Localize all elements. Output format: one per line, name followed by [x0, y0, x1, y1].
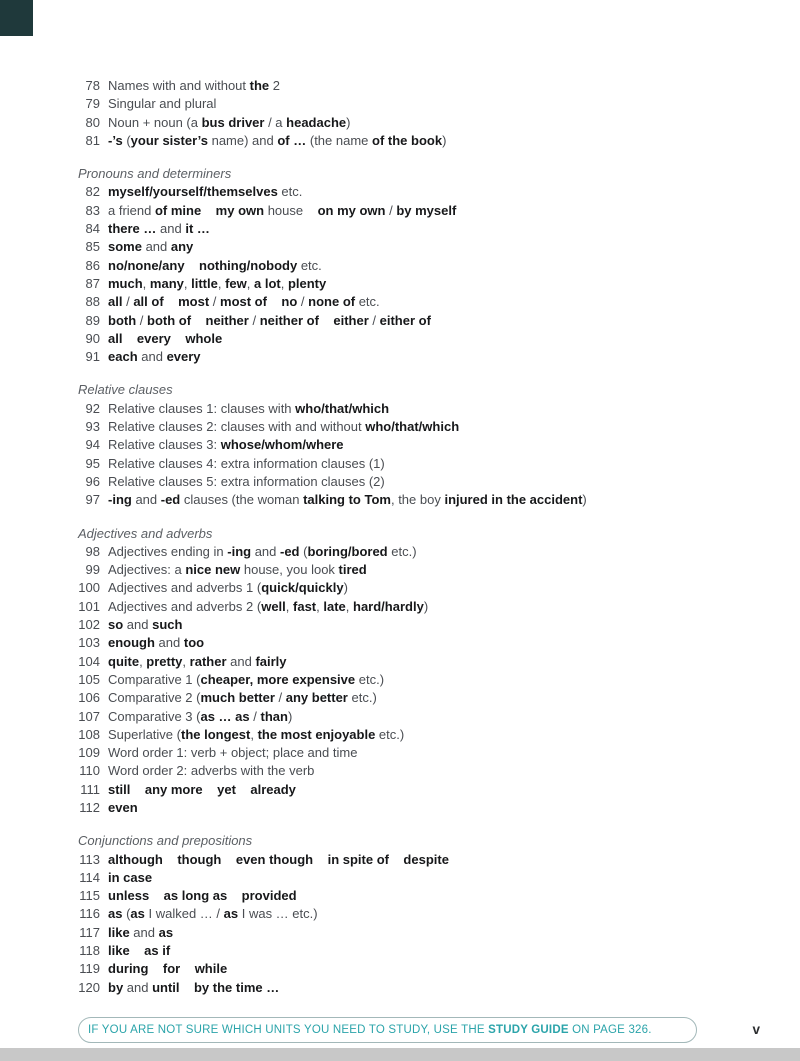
unit-title: Word order 1: verb + object; place and time [108, 745, 358, 761]
unit-title: Adjectives ending in -ing and -ed (boring/bored etc.) [108, 543, 417, 559]
unit-number: 99 [85, 562, 100, 578]
unit-number: 107 [78, 708, 100, 724]
toc-item [78, 598, 770, 616]
unit-title: each and every [108, 349, 201, 365]
unit-number: 109 [78, 745, 100, 761]
toc-item [78, 869, 770, 887]
bottom-bar [0, 1048, 800, 1061]
unit-title: unless as long as provided [108, 888, 297, 904]
unit-title: there … and it … [108, 221, 210, 237]
toc-item [78, 942, 770, 960]
unit-number: 108 [78, 726, 100, 742]
unit-title: although though even though in spite of despite [108, 851, 449, 867]
toc-item [78, 202, 770, 220]
toc-item [78, 671, 770, 689]
toc-item [78, 561, 770, 579]
unit-title: all / all of most / most of no / none of etc. [108, 294, 380, 310]
table-of-contents [78, 77, 770, 997]
toc-item [78, 851, 770, 869]
unit-title: Adjectives: a nice new house, you look tired [108, 562, 367, 578]
unit-number: 88 [85, 294, 100, 310]
unit-title: a friend of mine my own house on my own / by myself [108, 202, 457, 218]
page-number: v [752, 1022, 760, 1037]
toc-item [78, 744, 770, 762]
unit-title: even [108, 799, 138, 815]
toc-group [78, 77, 770, 150]
unit-number: 92 [85, 400, 100, 416]
unit-title: all every whole [108, 330, 223, 346]
unit-number: 93 [85, 419, 100, 435]
unit-title: during for while [108, 961, 228, 977]
unit-number: 98 [85, 543, 100, 559]
unit-number: 89 [85, 312, 100, 328]
unit-number: 96 [85, 473, 100, 489]
unit-title: so and such [108, 617, 183, 633]
unit-title: Word order 2: adverbs with the verb [108, 763, 315, 779]
unit-title: Relative clauses 3: whose/whom/where [108, 437, 344, 453]
toc-item [78, 708, 770, 726]
toc-item [78, 293, 770, 311]
unit-title: Superlative (the longest, the most enjoyable etc.) [108, 726, 405, 742]
unit-title: Adjectives and adverbs 1 (quick/quickly) [108, 580, 348, 596]
unit-number: 78 [85, 78, 100, 93]
unit-title: quite, pretty, rather and fairly [108, 653, 287, 669]
unit-number: 114 [79, 869, 100, 885]
unit-number: 102 [78, 617, 100, 633]
unit-title: some and any [108, 239, 194, 255]
corner-tab [0, 0, 33, 36]
toc-item [78, 348, 770, 366]
unit-title: Names with and without the 2 [108, 78, 280, 93]
unit-number: 103 [78, 635, 100, 651]
unit-number: 104 [78, 653, 100, 669]
unit-title: Comparative 3 (as … as / than) [108, 708, 293, 724]
unit-title: still any more yet already [108, 781, 296, 797]
toc-item [78, 960, 770, 978]
unit-title: Relative clauses 2: clauses with and without who/that/which [108, 419, 460, 435]
unit-number: 82 [85, 184, 100, 200]
unit-number: 79 [85, 96, 100, 112]
unit-number: 106 [78, 690, 100, 706]
unit-title: in case [108, 869, 153, 885]
toc-item [78, 418, 770, 436]
unit-number: 115 [79, 888, 100, 904]
unit-number: 116 [79, 906, 100, 922]
unit-number: 91 [85, 349, 100, 365]
unit-title: Comparative 2 (much better / any better etc.) [108, 690, 377, 706]
unit-number: 97 [85, 492, 100, 508]
toc-item [78, 95, 770, 113]
unit-title: Relative clauses 5: extra information clauses (2) [108, 473, 385, 489]
toc-group [78, 832, 770, 997]
toc-item [78, 330, 770, 348]
toc-item [78, 77, 770, 95]
unit-number: 94 [85, 437, 100, 453]
toc-group [78, 525, 770, 818]
unit-number: 119 [79, 961, 100, 977]
toc-item [78, 689, 770, 707]
section-heading: Adjectives and adverbs [78, 525, 213, 541]
unit-title: enough and too [108, 635, 205, 651]
toc-item [78, 436, 770, 454]
toc-item [78, 634, 770, 652]
toc-item [78, 543, 770, 561]
unit-title: Singular and plural [108, 96, 217, 112]
unit-number: 113 [79, 851, 100, 867]
section-heading: Conjunctions and prepositions [78, 833, 253, 849]
section-heading: Relative clauses [78, 382, 173, 398]
unit-number: 90 [85, 330, 100, 346]
unit-number: 112 [79, 799, 100, 815]
toc-item [78, 979, 770, 997]
unit-number: 84 [85, 221, 100, 237]
unit-number: 81 [85, 132, 100, 148]
unit-title: much, many, little, few, a lot, plenty [108, 275, 327, 291]
toc-item [78, 220, 770, 238]
toc-item [78, 400, 770, 418]
unit-number: 118 [79, 943, 100, 959]
toc-item [78, 257, 770, 275]
unit-number: 120 [78, 979, 100, 995]
unit-title: by and until by the time … [108, 979, 280, 995]
section-heading: Pronouns and determiners [78, 166, 232, 182]
toc-item [78, 579, 770, 597]
unit-title: both / both of neither / neither of either / either of [108, 312, 431, 328]
unit-title: -ing and -ed clauses (the woman talking to Tom, the boy injured in the accident) [108, 492, 587, 508]
unit-number: 100 [78, 580, 100, 596]
unit-title: like as if [108, 943, 171, 959]
toc-item [78, 887, 770, 905]
toc-item [78, 616, 770, 634]
unit-number: 85 [85, 239, 100, 255]
toc-item [78, 781, 770, 799]
toc-item [78, 726, 770, 744]
toc-item [78, 491, 770, 509]
toc-item [78, 799, 770, 817]
unit-number: 101 [78, 598, 100, 614]
study-guide-note [78, 1017, 697, 1043]
unit-title: -’s (your sister’s name) and of … (the name of the book) [108, 132, 447, 148]
toc-item [78, 275, 770, 293]
toc-item [78, 924, 770, 942]
unit-title: Relative clauses 4: extra information clauses (1) [108, 455, 385, 471]
unit-number: 83 [85, 202, 100, 218]
toc-item [78, 455, 770, 473]
unit-title: Adjectives and adverbs 2 (well, fast, late, hard/hardly) [108, 598, 429, 614]
unit-number: 117 [79, 924, 100, 940]
unit-title: no/none/any nothing/nobody etc. [108, 257, 322, 273]
toc-item [78, 653, 770, 671]
toc-item [78, 762, 770, 780]
unit-title: Comparative 1 (cheaper, more expensive etc.) [108, 671, 385, 687]
toc-item [78, 905, 770, 923]
unit-title: like and as [108, 924, 174, 940]
unit-title: Relative clauses 1: clauses with who/that/which [108, 400, 390, 416]
toc-group [78, 165, 770, 366]
unit-number: 95 [85, 455, 100, 471]
toc-item [78, 183, 770, 201]
unit-number: 80 [85, 114, 100, 130]
toc-group [78, 381, 770, 509]
unit-number: 111 [80, 781, 100, 797]
unit-title: myself/yourself/themselves etc. [108, 184, 303, 200]
unit-number: 86 [85, 257, 100, 273]
unit-number: 110 [79, 763, 100, 779]
toc-item [78, 132, 770, 150]
unit-title: as (as I walked … / as I was … etc.) [108, 906, 318, 922]
toc-item [78, 238, 770, 256]
toc-item [78, 473, 770, 491]
study-guide-note-text: IF YOU ARE NOT SURE WHICH UNITS YOU NEED TO STUDY, USE THE STUDY GUIDE ON PAGE 326. [88, 1024, 652, 1036]
toc-item [78, 114, 770, 132]
unit-title: Noun + noun (a bus driver / a headache) [108, 114, 351, 130]
unit-number: 87 [85, 275, 100, 291]
unit-number: 105 [78, 671, 100, 687]
toc-item [78, 312, 770, 330]
